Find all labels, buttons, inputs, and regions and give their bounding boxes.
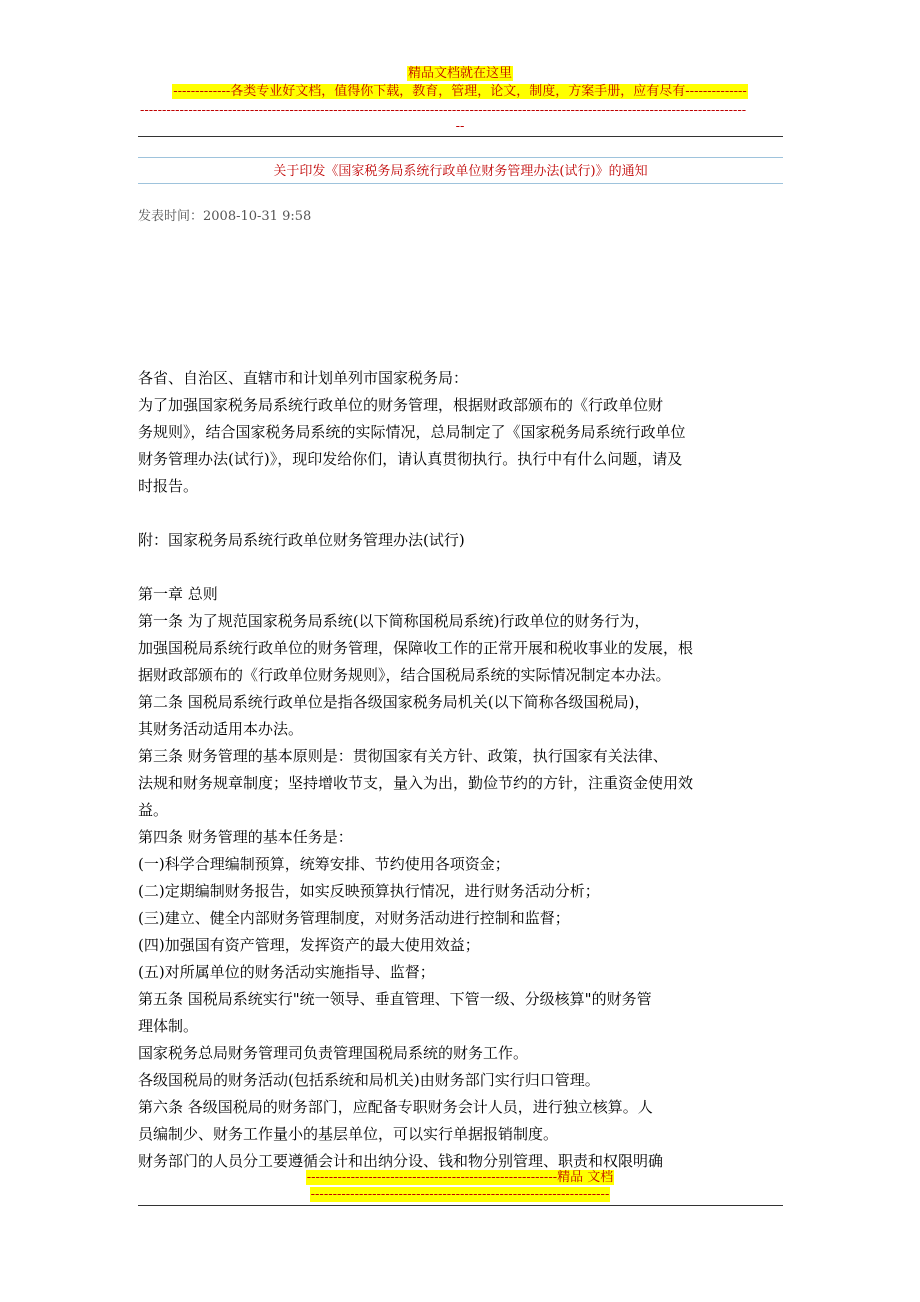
body-line: (二)定期编制财务报告，如实反映预算执行情况，进行财务活动分析； bbox=[138, 882, 600, 900]
body-line: 各级国税局的财务活动(包括系统和局机关)由财务部门实行归口管理。 bbox=[138, 1071, 600, 1089]
publish-time: 发表时间：2008-10-31 9:58 bbox=[138, 209, 312, 224]
article-title: 关于印发《国家税务局系统行政单位财务管理办法(试行)》的通知 bbox=[273, 164, 648, 179]
body-line: 各省、自治区、直辖市和计划单列市国家税务局： bbox=[138, 369, 469, 387]
footer-label bbox=[0, 1170, 920, 1185]
body-line: 第六条 各级国税局的财务部门，应配备专职财务会计人员，进行独立核算。人 bbox=[138, 1098, 653, 1116]
body-line: 为了加强国家税务局系统行政单位的财务管理，根据财政部颁布的《行政单位财 bbox=[138, 396, 664, 414]
body-line: 附：国家税务局系统行政单位财务管理办法(试行) bbox=[138, 531, 465, 549]
body-line: 财务管理办法(试行)》，现印发给你们，请认真贯彻执行。执行中有什么问题，请及 bbox=[138, 450, 683, 468]
header-divider bbox=[138, 136, 783, 137]
site-tagline-text: -------------各类专业好文档，值得你下载，教育，管理，论文，制度，方案手册，应有尽有-------------- bbox=[173, 84, 747, 99]
title-top-rule bbox=[138, 157, 783, 158]
title-bottom-rule bbox=[138, 183, 783, 184]
body-line: 国家税务总局财务管理司负责管理国税局系统的财务工作。 bbox=[138, 1044, 529, 1062]
body-line: 员编制少、财务工作量小的基层单位，可以实行单据报销制度。 bbox=[138, 1125, 559, 1143]
body-line: 益。 bbox=[138, 801, 169, 819]
body-line: 法规和财务规章制度；坚持增收节支，量入为出，勤俭节约的方针，注重资金使用效 bbox=[138, 774, 694, 792]
footer-label-text: ---------------------------------------------------------精品 文档 bbox=[306, 1170, 614, 1185]
body-line: 理体制。 bbox=[138, 1017, 199, 1035]
body-line: 财务部门的人员分工要遵循会计和出纳分设、钱和物分别管理、职责和权限明确 bbox=[138, 1152, 664, 1170]
footer-divider bbox=[138, 1205, 783, 1206]
paragraph-gap bbox=[138, 554, 748, 581]
body-line: 第一章 总则 bbox=[138, 585, 218, 603]
body-line: 时报告。 bbox=[138, 477, 199, 495]
body-line: 务规则》，结合国家税务局系统的实际情况，总局制定了《国家税务局系统行政单位 bbox=[138, 423, 686, 441]
body-line: 第三条 财务管理的基本原则是：贯彻国家有关方针、政策，执行国家有关法律、 bbox=[138, 747, 668, 765]
site-tagline bbox=[0, 84, 920, 100]
body-line: 第二条 国税局系统行政单位是指各级国家税务局机关(以下简称各级国税局)， bbox=[138, 693, 650, 711]
body-line: 第一条 为了规范国家税务局系统(以下简称国税局系统)行政单位的财务行为， bbox=[138, 612, 650, 630]
body-line: 加强国税局系统行政单位的财务管理，保障收工作的正常开展和税收事业的发展，根 bbox=[138, 639, 694, 657]
site-label-text: 精品文档就在这里 bbox=[407, 66, 512, 81]
article-body bbox=[138, 365, 748, 1175]
body-line: 第五条 国税局系统实行"统一领导、垂直管理、下管一级、分级核算"的财务管 bbox=[138, 990, 652, 1008]
site-label bbox=[0, 66, 920, 82]
body-line: (三)建立、健全内部财务管理制度，对财务活动进行控制和监督； bbox=[138, 909, 570, 927]
footer-dash-text: -------------------------------------------------------------------- bbox=[310, 1187, 610, 1202]
body-line: (一)科学合理编制预算，统筹安排、节约使用各项资金； bbox=[138, 855, 510, 873]
paragraph-gap bbox=[138, 500, 748, 527]
body-line: 其财务活动适用本办法。 bbox=[138, 720, 304, 738]
body-line: (四)加强国有资产管理，发挥资产的最大使用效益； bbox=[138, 936, 480, 954]
body-line: 据财政部颁布的《行政单位财务规则》，结合国税局系统的实际情况制定本办法。 bbox=[138, 666, 671, 684]
header-dash-line: ------------------------------------------------------------------------------------------------------------------------------------------ bbox=[140, 104, 747, 118]
body-line: 第四条 财务管理的基本任务是： bbox=[138, 828, 353, 846]
footer-dash-line bbox=[0, 1187, 920, 1202]
header-dash-line-tail: -- bbox=[455, 119, 465, 134]
body-line: (五)对所属单位的财务活动实施指导、监督； bbox=[138, 963, 435, 981]
